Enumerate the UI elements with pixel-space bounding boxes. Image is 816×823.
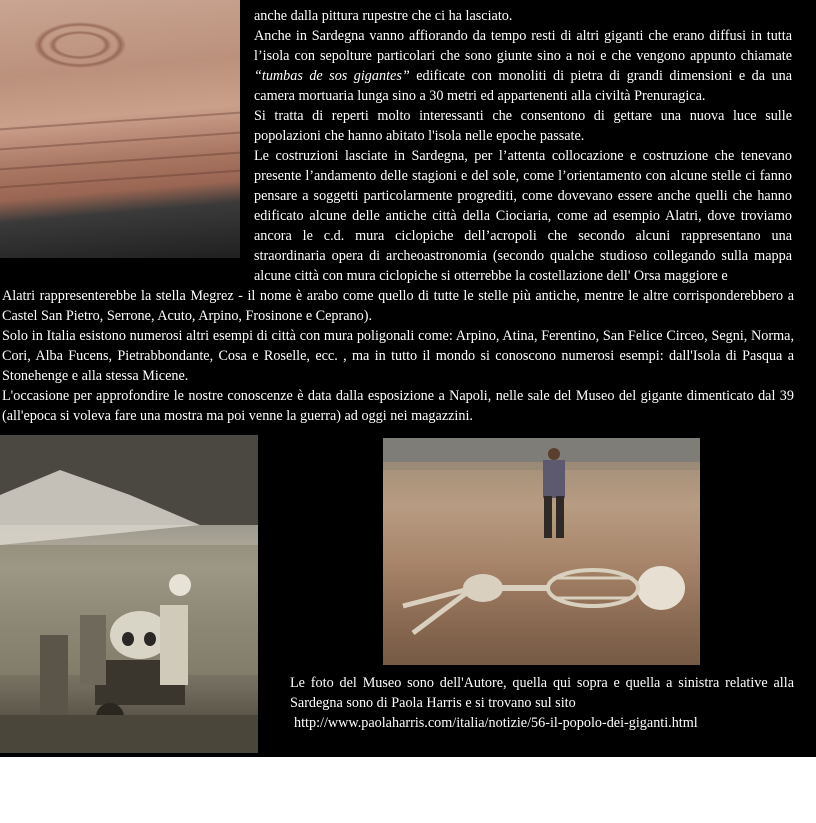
- giant-skull-cart-photo: [0, 435, 258, 753]
- paragraph: Alatri rappresenterebbe la stella Megrez - il nome è arabo come quello di tutte le stelle più antiche, mentre le altre corrisponderebbero a Castel San Pietro, Serrone, Acuto, Arpino, Frosinone e Ceprano).: [2, 288, 794, 324]
- paragraph: anche dalla pittura rupestre che ci ha lasciato.: [254, 8, 513, 24]
- caption-url: http://www.paolaharris.com/italia/notizie/56-il-popolo-dei-giganti.html: [294, 715, 698, 731]
- paragraph: Solo in Italia esistono numerosi altri esempi di città con mura poligonali come: Arpino, Atina, Ferentino, San Felice Circeo, Segni, Norma, Cori, Alba Fucens, Pietrabbondante, Cosa e Roselle, ecc. , ma in tutto il mondo si conoscono numerosi esempi: dall'Isola di Pasqua a Stonehenge e alla stessa Micene.: [2, 328, 794, 384]
- article-text-right: [254, 6, 792, 286]
- paragraph: Anche in Sardegna vanno affiorando da tempo resti di altri giganti che erano diffusi in tutta l’isola con sepolture particolari che sono giunte sino a noi e che vengono appunto chiamate “tumbas de sos gigantes” edificate con monoliti di pietra di grandi dimensioni e da una camera mortuaria lunga sino a 30 metri ed appartenenti alla civiltà Prenuragica.: [254, 28, 792, 104]
- paragraph: Si tratta di reperti molto interessanti che consentono di gettare una nuova luce sulle popolazioni che hanno abitato l'isola nelle epoche passate.: [254, 108, 792, 144]
- caption-text: Le foto del Museo sono dell'Autore, quella qui sopra e quella a sinistra relative alla Sardegna sono di Paola Harris e si trovano sul sito: [290, 675, 794, 711]
- article-text-wide: [2, 286, 794, 426]
- paragraph: Le costruzioni lasciate in Sardegna, per l’attenta collocazione e costruzione che tenevano presente l’andamento delle stagioni e del sole, come l’orientamento con alcune stelle ci fanno pensare a soggetti particolarmente progrediti, come dovevano essere anche quelli che hanno edificato alcune delle antiche città della Ciociaria, come ad esempio Alatri, dove troviamo ancora le c.d. mura ciclopiche dell’acropoli che secondo alcuni rappresentano una straordinaria opera di archeoastronomia (secondo qualche studioso collegando sulla mappa alcune città con mura ciclopiche si otterrebbe la costellazione dell' Orsa maggiore e: [254, 148, 792, 284]
- quoted-term: “tumbas de sos gigantes”: [254, 68, 410, 84]
- rock-carving-photo: [0, 0, 240, 258]
- photo-caption: [290, 673, 794, 733]
- paragraph: L'occasione per approfondire le nostre conoscenze è data dalla esposizione a Napoli, nelle sale del Museo del gigante dimenticato dal 39 (all'epoca si voleva fare una mostra ma poi venne la guerra) ad oggi nei magazzini.: [2, 388, 794, 424]
- giant-skeleton-excavation-photo: [383, 438, 700, 665]
